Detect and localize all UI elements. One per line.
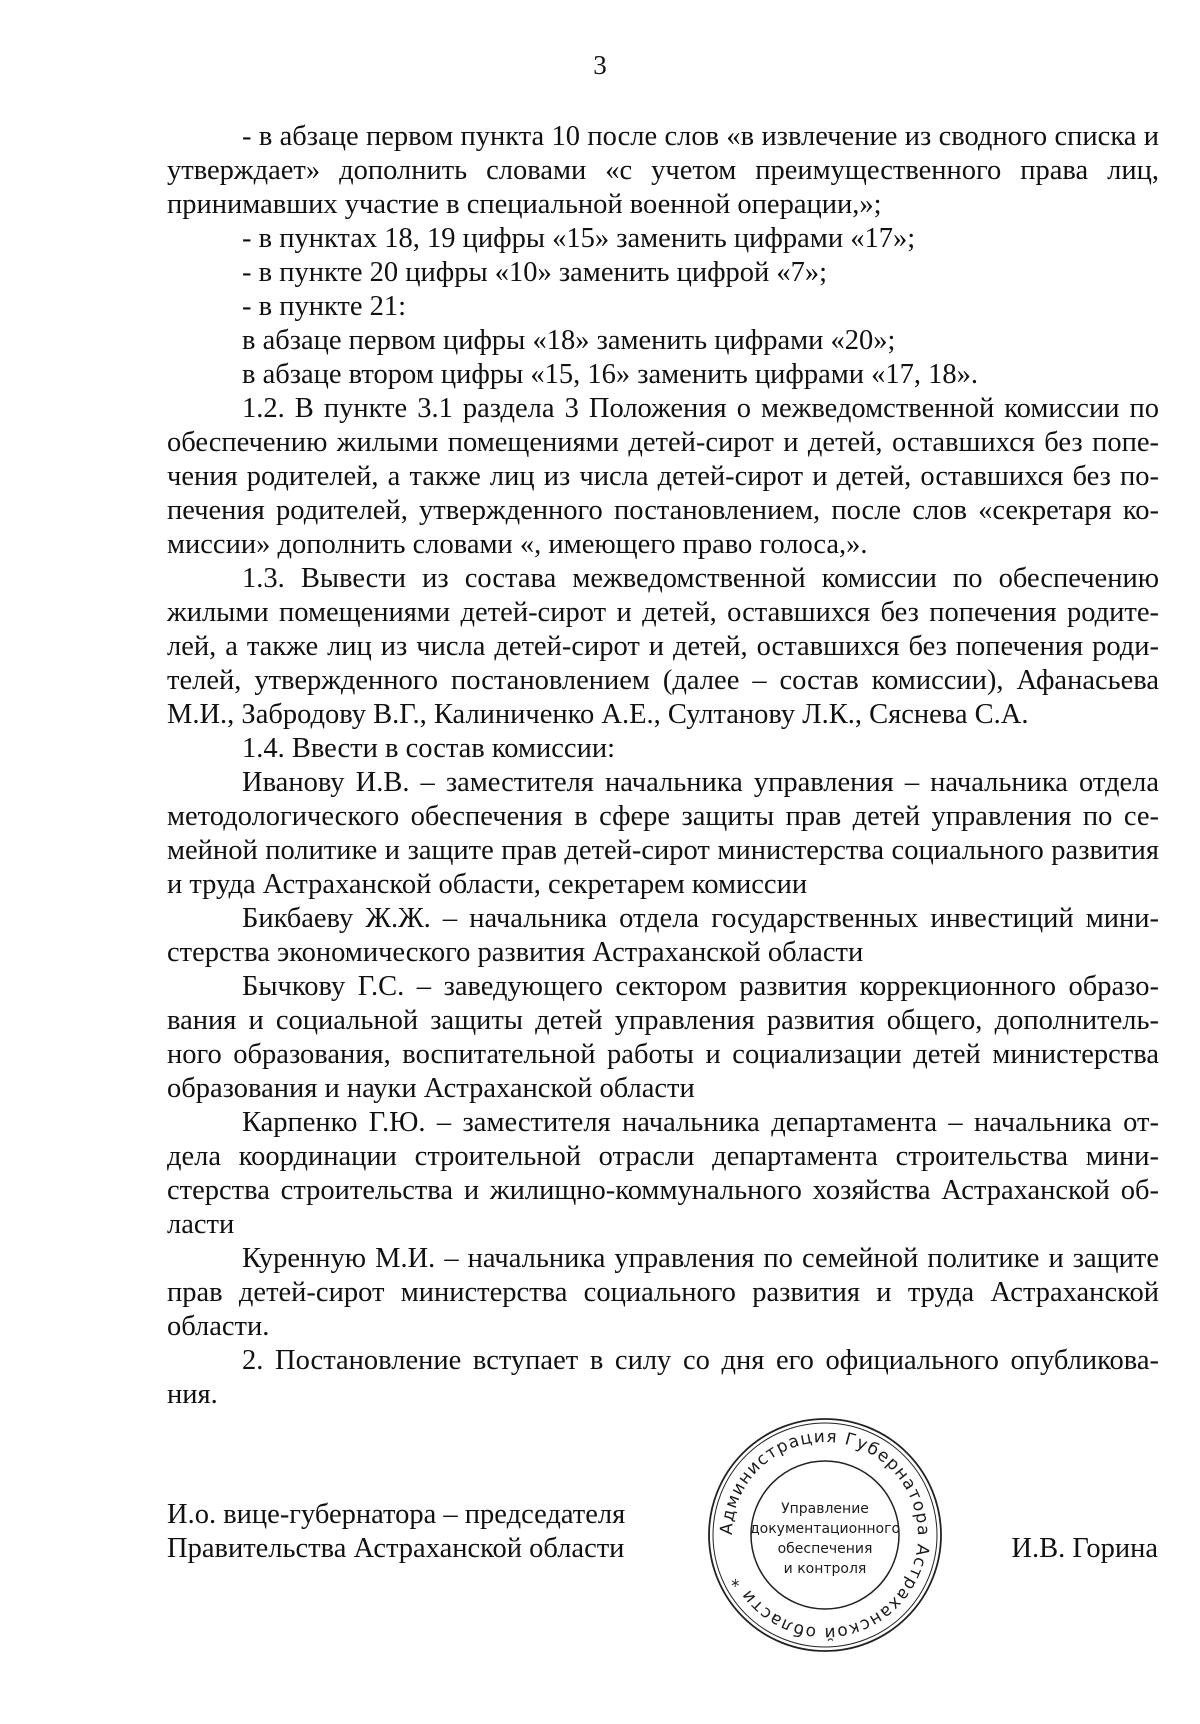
paragraph-amend-p18-19: - в пунктах 18, 19 цифры «15» заменить цифрами «17»; <box>242 223 916 254</box>
paragraph-amend-p21: - в пункте 21: <box>242 291 407 322</box>
signatory-position-line1: И.о. вице-губернатора – председателя <box>167 1499 626 1530</box>
paragraph-1-3: 1.3. Вывести из состава межведомственной комиссии по обеспечению жилыми помещениями детей-сирот и детей, оставшихся без попечения родителей, а также лиц из числа детей-сирот и детей, оставшихся без попечения родителей, утвержденного постановлением (далее – состав комиссии), Афанасьева М.И., Забродову В.Г., Калиниченко А.Е., Султанову Л.К., Сяснева С.А. <box>167 563 1159 730</box>
stamp-line-3: обеспечения <box>777 1541 873 1557</box>
member-bikbaeva: Бикбаеву Ж.Ж. – начальника отдела государственных инвестиций министерства экономического развития Астраханской области <box>167 903 1159 968</box>
official-stamp <box>705 1415 945 1655</box>
stamp-graphic <box>705 1415 945 1655</box>
document-body <box>167 120 1159 1412</box>
paragraph-amend-p21-second: в абзаце втором цифры «15, 16» заменить цифрами «17, 18». <box>242 359 979 390</box>
paragraph-amend-p21-first: в абзаце первом цифры «18» заменить цифрами «20»; <box>242 325 896 356</box>
signatory-position-line2: Правительства Астраханской области <box>167 1533 625 1564</box>
member-bychkova: Бычкову Г.С. – заведующего сектором развития коррекционного образования и социальной защиты детей управления развития общего, дополнительного образования, воспитательной работы и социализации детей министерства образования и науки Астраханской области <box>167 971 1159 1104</box>
paragraph-amend-p20: - в пункте 20 цифры «10» заменить цифрой «7»; <box>242 257 828 288</box>
stamp-line-2: документационного <box>749 1521 901 1537</box>
member-kurennaya: Куренную М.И. – начальника управления по семейной политике и защите прав детей-сирот министерства социального развития и труда Астраханской области. <box>167 1243 1159 1342</box>
stamp-ring-text: Администрация Губернатора Астраханской области * <box>716 1426 934 1644</box>
paragraph-2: 2. Постановление вступает в силу со дня его официального опубликования. <box>167 1345 1159 1410</box>
page-number: 3 <box>593 50 607 80</box>
member-ivanova: Иванову И.В. – заместителя начальника управления – начальника отдела методологического обеспечения в сфере защиты прав детей управления по семейной политике и защите прав детей-сирот министерства социального развития и труда Астраханской области, секретарем комиссии <box>167 767 1159 900</box>
paragraph-1-4: 1.4. Ввести в состав комиссии: <box>242 733 616 764</box>
stamp-line-4: и контроля <box>783 1561 867 1577</box>
stamp-line-1: Управление <box>781 1501 869 1517</box>
signatory-name: И.В. Горина <box>1011 1533 1158 1564</box>
signatory-position <box>167 1498 687 1566</box>
paragraph-amend-p10: - в абзаце первом пункта 10 после слов «в извлечение из сводного списка и утверждает» дополнить словами «с учетом преимущественного права лиц, принимавших участие в специальной военной операции,»; <box>167 121 1159 220</box>
paragraph-1-2: 1.2. В пункте 3.1 раздела 3 Положения о межведомственной комиссии по обеспечению жилыми помещениями детей-сирот и детей, оставшихся без попечения родителей, а также лиц из числа детей-сирот и детей, оставшихся без попечения родителей, утвержденного постановлением, после слов «секретаря комиссии» дополнить словами «, имеющего право голоса,». <box>167 393 1159 560</box>
member-karpenko: Карпенко Г.Ю. – заместителя начальника департамента – начальника отдела координации строительной отрасли департамента строительства министерства строительства и жилищно-коммунального хозяйства Астраханской области <box>167 1107 1159 1240</box>
